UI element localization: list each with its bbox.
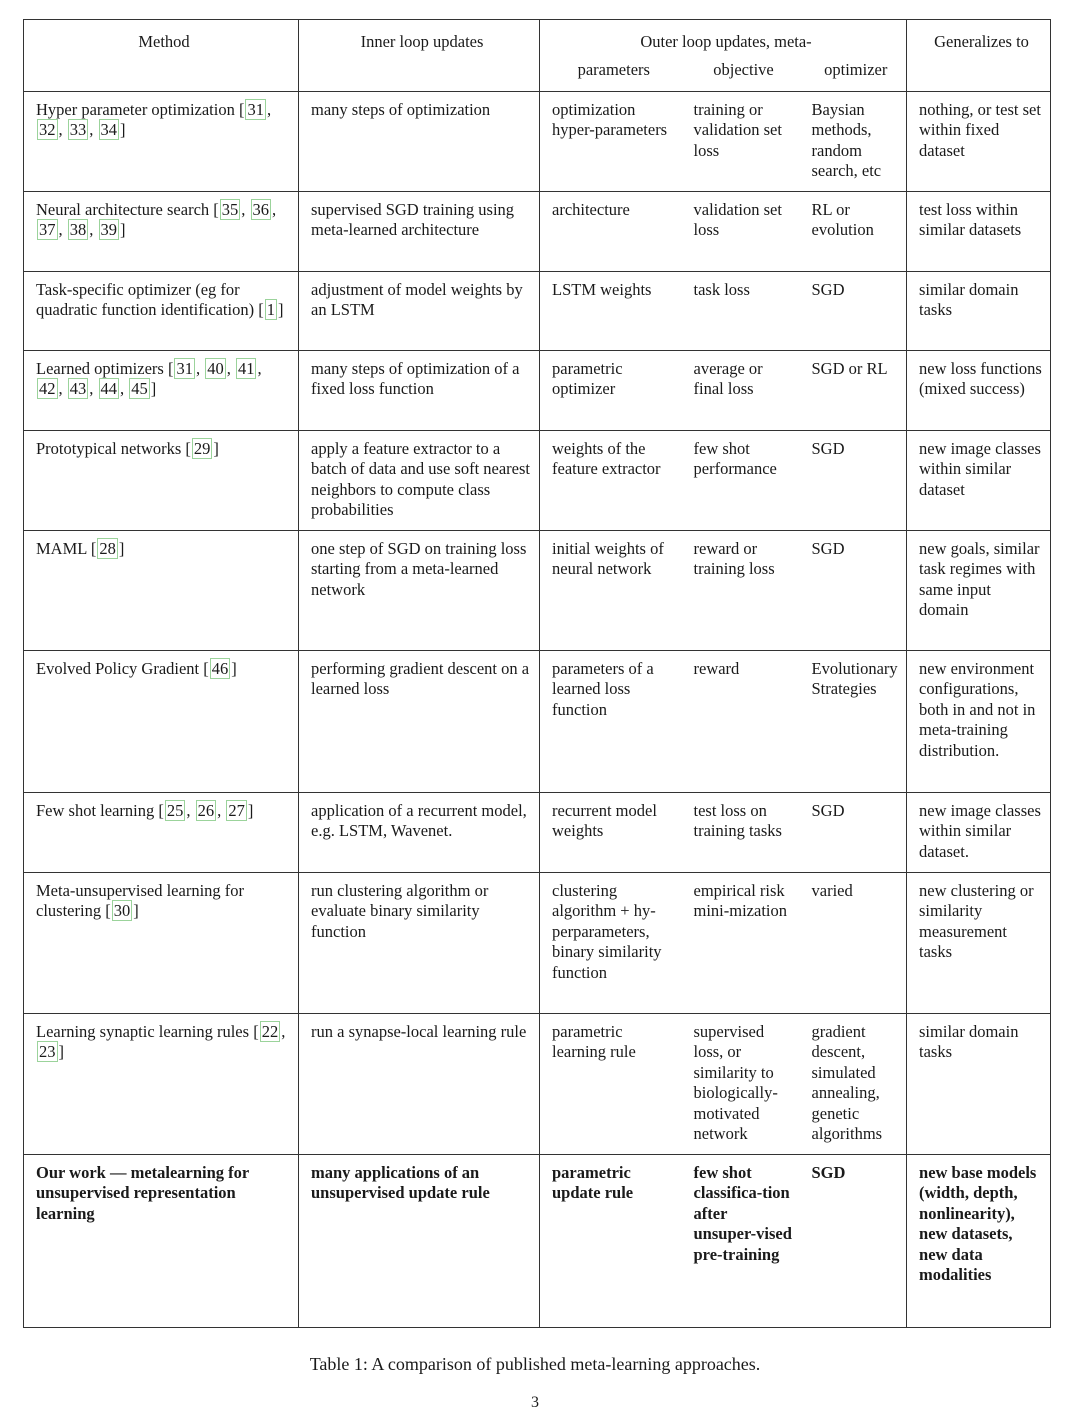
method-name: Learned optimizers: [36, 358, 164, 378]
cell-parameters: parameters of a learned loss function: [540, 650, 682, 792]
cell-optimizer: SGD: [800, 792, 907, 872]
cell-generalizes: new environment configurations, both in and not in meta-training distribution.: [907, 650, 1051, 792]
table-row: [24, 271, 1051, 350]
cell-objective: test loss on training tasks: [682, 792, 800, 872]
citation-link[interactable]: 22: [261, 1021, 279, 1041]
cell-inner-loop: run a synapse-local learning rule: [299, 1013, 540, 1154]
cell-generalizes: new image classes within similar dataset: [907, 430, 1051, 530]
table-row: [24, 530, 1051, 650]
citation-link[interactable]: 32: [39, 120, 56, 139]
cell-inner-loop: many steps of optimization of a fixed loss function: [299, 350, 540, 430]
cell-method: [24, 530, 299, 650]
table-row: [24, 350, 1051, 430]
citation: [ 35 , 36 , 37 , 38 , 39 ]: [39, 199, 277, 239]
cell-generalizes: new loss functions (mixed success): [907, 350, 1051, 430]
cell-inner-loop: apply a feature extractor to a batch of data and use soft nearest neighbors to compute class probabilities: [299, 430, 540, 530]
cell-parameters: architecture: [540, 191, 682, 271]
cell-parameters: parametric optimizer: [540, 350, 682, 430]
citation-link[interactable]: 33: [69, 120, 87, 139]
citation-link[interactable]: 35: [221, 199, 239, 219]
citation: [ 28 ]: [90, 538, 125, 558]
cell-objective: validation set loss: [682, 191, 800, 271]
cell-method: [24, 271, 299, 350]
cell-objective: reward or training loss: [682, 530, 800, 650]
table-row: [24, 191, 1051, 271]
citation-link[interactable]: 28: [99, 538, 116, 558]
cell-method: [24, 91, 299, 191]
cell-generalizes: new goals, similar task regimes with same input domain: [907, 530, 1051, 650]
cell-optimizer: SGD: [800, 271, 907, 350]
method-name: Hyper parameter optimization: [36, 99, 235, 119]
table-row: [24, 792, 1051, 872]
cell-objective: task loss: [682, 271, 800, 350]
citation: [ 30 ]: [105, 901, 139, 920]
cell-method: [24, 1154, 299, 1327]
citation-link[interactable]: 36: [252, 199, 270, 219]
cell-parameters: parametric update rule: [540, 1154, 682, 1327]
citation-link[interactable]: 45: [131, 379, 148, 398]
cell-method: [24, 430, 299, 530]
cell-method: [24, 792, 299, 872]
table-body: [24, 91, 1051, 1327]
citation-link[interactable]: 46: [211, 658, 229, 678]
cell-parameters: weights of the feature extractor: [540, 430, 682, 530]
cell-objective: few shot performance: [682, 430, 800, 530]
citation-link[interactable]: 30: [113, 901, 131, 920]
citation-link[interactable]: 26: [197, 800, 215, 820]
citation-link[interactable]: 29: [193, 438, 211, 458]
citation-link[interactable]: 1: [266, 300, 275, 319]
cell-optimizer: gradient descent, simulated annealing, genetic algorithms: [800, 1013, 907, 1154]
header-parameters: parameters: [540, 54, 682, 91]
cell-generalizes: similar domain tasks: [907, 1013, 1051, 1154]
cell-optimizer: Baysian methods, random search, etc: [800, 91, 907, 191]
method-name: MAML: [36, 538, 87, 558]
cell-parameters: recurrent model weights: [540, 792, 682, 872]
cell-optimizer: Evolutionary Strategies: [800, 650, 907, 792]
cell-parameters: initial weights of neural network: [540, 530, 682, 650]
citation: [ 31 , 40 , 41 , 42 , 43 , 44 , 45 ]: [39, 358, 262, 398]
cell-objective: empirical risk mini-mization: [682, 872, 800, 1013]
header-method: Method: [24, 20, 299, 92]
cell-optimizer: RL or evolution: [800, 191, 907, 271]
method-name: Evolved Policy Gradient: [36, 658, 200, 678]
citation: [ 31 , 32 , 33 , 34 ]: [39, 99, 272, 139]
citation-link[interactable]: 34: [100, 120, 117, 139]
cell-inner-loop: supervised SGD training using meta-learned architecture: [299, 191, 540, 271]
method-name: Learning synaptic learning rules: [36, 1021, 250, 1041]
citation-link[interactable]: 31: [247, 99, 264, 119]
cell-parameters: clustering algorithm + hy-perparameters, binary similarity function: [540, 872, 682, 1013]
cell-generalizes: nothing, or test set within fixed dataset: [907, 91, 1051, 191]
cell-generalizes: new base models (width, depth, nonlinearity), new datasets, new data modalities: [907, 1154, 1051, 1327]
cell-inner-loop: one step of SGD on training loss starting from a meta-learned network: [299, 530, 540, 650]
citation: [ 29 ]: [185, 438, 219, 458]
citation-link[interactable]: 31: [176, 358, 193, 378]
cell-generalizes: similar domain tasks: [907, 271, 1051, 350]
cell-optimizer: SGD: [800, 430, 907, 530]
cell-inner-loop: run clustering algorithm or evaluate binary similarity function: [299, 872, 540, 1013]
citation-link[interactable]: 40: [207, 358, 224, 378]
header-objective: objective: [682, 54, 800, 91]
table-row: [24, 91, 1051, 191]
cell-optimizer: SGD: [800, 1154, 907, 1327]
citation: [ 46 ]: [203, 658, 237, 678]
method-name: Neural architecture search: [36, 199, 210, 219]
cell-objective: supervised loss, or similarity to biologically-motivated network: [682, 1013, 800, 1154]
table-caption: Table 1: A comparison of published meta-learning approaches.: [309, 1354, 761, 1374]
cell-objective: average or final loss: [682, 350, 800, 430]
cell-method: [24, 350, 299, 430]
citation-link[interactable]: 23: [39, 1042, 56, 1061]
cell-optimizer: varied: [800, 872, 907, 1013]
cell-optimizer: SGD or RL: [800, 350, 907, 430]
citation: [ 1 ]: [258, 300, 284, 319]
cell-inner-loop: adjustment of model weights by an LSTM: [299, 271, 540, 350]
citation: [ 25 , 26 , 27 ]: [158, 800, 254, 820]
table-row: [24, 1013, 1051, 1154]
table-row: [24, 872, 1051, 1013]
cell-inner-loop: many steps of optimization: [299, 91, 540, 191]
header-optimizer: optimizer: [800, 54, 907, 91]
cell-generalizes: new clustering or similarity measurement tasks: [907, 872, 1051, 1013]
cell-method: [24, 872, 299, 1013]
cell-inner-loop: application of a recurrent model, e.g. LSTM, Wavenet.: [299, 792, 540, 872]
cell-method: [24, 650, 299, 792]
method-name: Prototypical networks: [36, 438, 182, 458]
header-row: [24, 20, 1051, 55]
citation-link[interactable]: 44: [100, 379, 117, 398]
citation-link[interactable]: 39: [100, 220, 117, 239]
cell-objective: reward: [682, 650, 800, 792]
header-inner-loop: Inner loop updates: [299, 20, 540, 92]
citation-link[interactable]: 42: [39, 379, 56, 398]
citation-link[interactable]: 25: [166, 800, 184, 820]
cell-parameters: LSTM weights: [540, 271, 682, 350]
cell-inner-loop: many applications of an unsupervised update rule: [299, 1154, 540, 1327]
method-name: Our work — metalearning for unsupervised representation learning: [36, 1162, 249, 1223]
table-row: [24, 1154, 1051, 1327]
cell-parameters: parametric learning rule: [540, 1013, 682, 1154]
table-row: [24, 650, 1051, 792]
table-row: [24, 430, 1051, 530]
citation-link[interactable]: 43: [69, 379, 87, 398]
citation-link[interactable]: 38: [69, 220, 87, 239]
header-generalizes: Generalizes to: [907, 20, 1051, 92]
citation-link[interactable]: 37: [39, 220, 56, 239]
cell-generalizes: new image classes within similar dataset.: [907, 792, 1051, 872]
cell-optimizer: SGD: [800, 530, 907, 650]
cell-inner-loop: performing gradient descent on a learned loss: [299, 650, 540, 792]
comparison-table: [23, 19, 1051, 1328]
cell-parameters: optimization hyper-parameters: [540, 91, 682, 191]
method-name: Few shot learning: [36, 800, 155, 820]
citation-link[interactable]: 41: [237, 358, 255, 378]
cell-objective: training or validation set loss: [682, 91, 800, 191]
header-outer-loop: Outer loop updates, meta-: [540, 20, 907, 55]
method-name: Task-specific optimizer (eg for quadratic function identification): [36, 279, 255, 319]
cell-generalizes: test loss within similar datasets: [907, 191, 1051, 271]
cell-method: [24, 1013, 299, 1154]
cell-objective: few shot classifica-tion after unsuper-vised pre-training: [682, 1154, 800, 1327]
citation-link[interactable]: 27: [228, 800, 245, 820]
cell-method: [24, 191, 299, 271]
page-number: 3: [531, 1394, 539, 1411]
citation: [ 22 , 23 ]: [39, 1021, 286, 1061]
method-name: Meta-unsupervised learning for clustering: [36, 880, 245, 920]
